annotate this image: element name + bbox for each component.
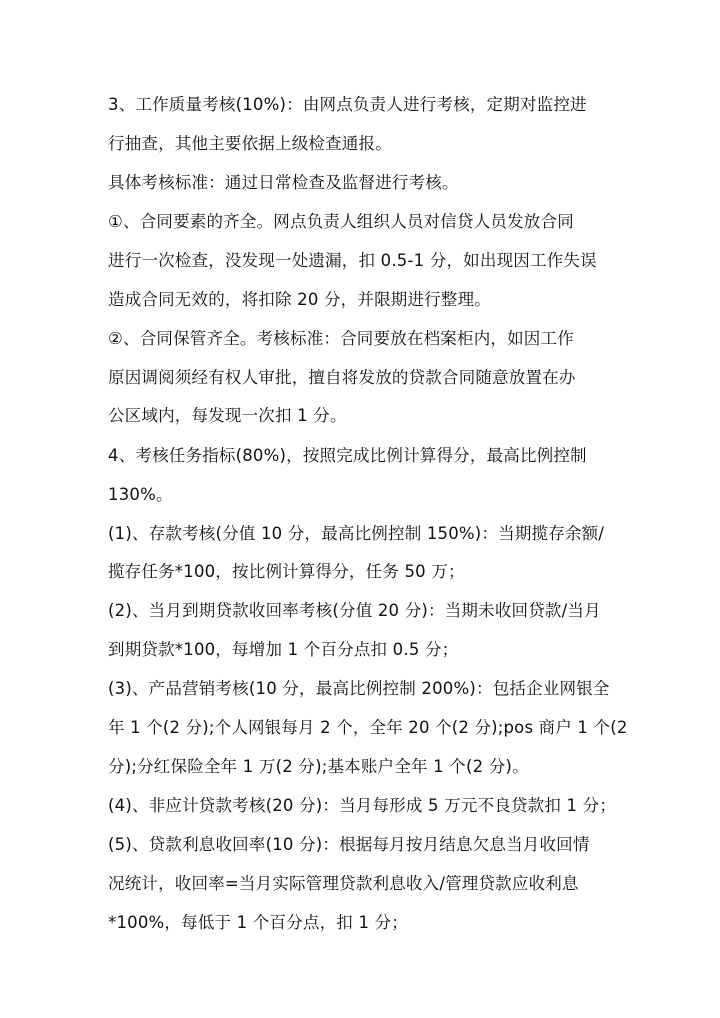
text-line: (2)、当月到期贷款收回率考核(分值 20 分)：当期未收回贷款/当月 [108,601,601,620]
text-line: 进行一次检查，没发现一处遗漏，扣 0.5-1 分，如出现因工作失误 [108,251,597,270]
text-line: *100%，每低于 1 个百分点，扣 1 分； [108,913,408,932]
text-line: ②、合同保管齐全。考核标准：合同要放在档案柜内，如因工作 [108,329,574,348]
text-line: 4、考核任务指标(80%)，按照完成比例计算得分，最高比例控制 [108,446,587,465]
text-line: 公区域内，每发现一次扣 1 分。 [108,406,347,425]
text-line: 原因调阅须经有权人审批，擅自将发放的贷款合同随意放置在办 [108,368,576,387]
text-line: 3、工作质量考核(10%)：由网点负责人进行考核，定期对监控进 [108,95,587,114]
text-line: 揽存任务*100，按比例计算得分，任务 50 万； [108,562,465,581]
text-line: (1)、存款考核(分值 10 分，最高比例控制 150%)：当期揽存余额/ [108,524,605,543]
text-line: (4)、非应计贷款考核(20 分)：当月每形成 5 万元不良贷款扣 1 分； [108,796,617,815]
text-line: (3)、产品营销考核(10 分，最高比例控制 200%)：包括企业网银全 [108,679,610,698]
text-line: 具体考核标准：通过日常检查及监督进行考核。 [108,173,459,192]
text-line: 行抽查，其他主要依据上级检查通报。 [108,134,392,153]
text-line: 130%。 [108,485,173,504]
text-line: 分);分红保险全年 1 万(2 分);基本账户全年 1 个(2 分)。 [108,757,529,776]
text-line: ①、合同要素的齐全。网点负责人组织人员对信贷人员发放合同 [108,212,574,231]
text-line: 况统计，收回率=当月实际管理贷款利息收入/管理贷款应收利息 [108,874,579,893]
text-line: 年 1 个(2 分);个人网银每月 2 个，全年 20 个(2 分);pos 商户 1 个(2 [108,718,628,737]
text-line: 造成合同无效的，将扣除 20 分，并限期进行整理。 [108,290,491,309]
text-line: (5)、贷款利息收回率(10 分)：根据每月按月结息欠息当月收回情 [108,835,590,854]
text-line: 到期贷款*100，每增加 1 个百分点扣 0.5 分； [108,640,459,659]
